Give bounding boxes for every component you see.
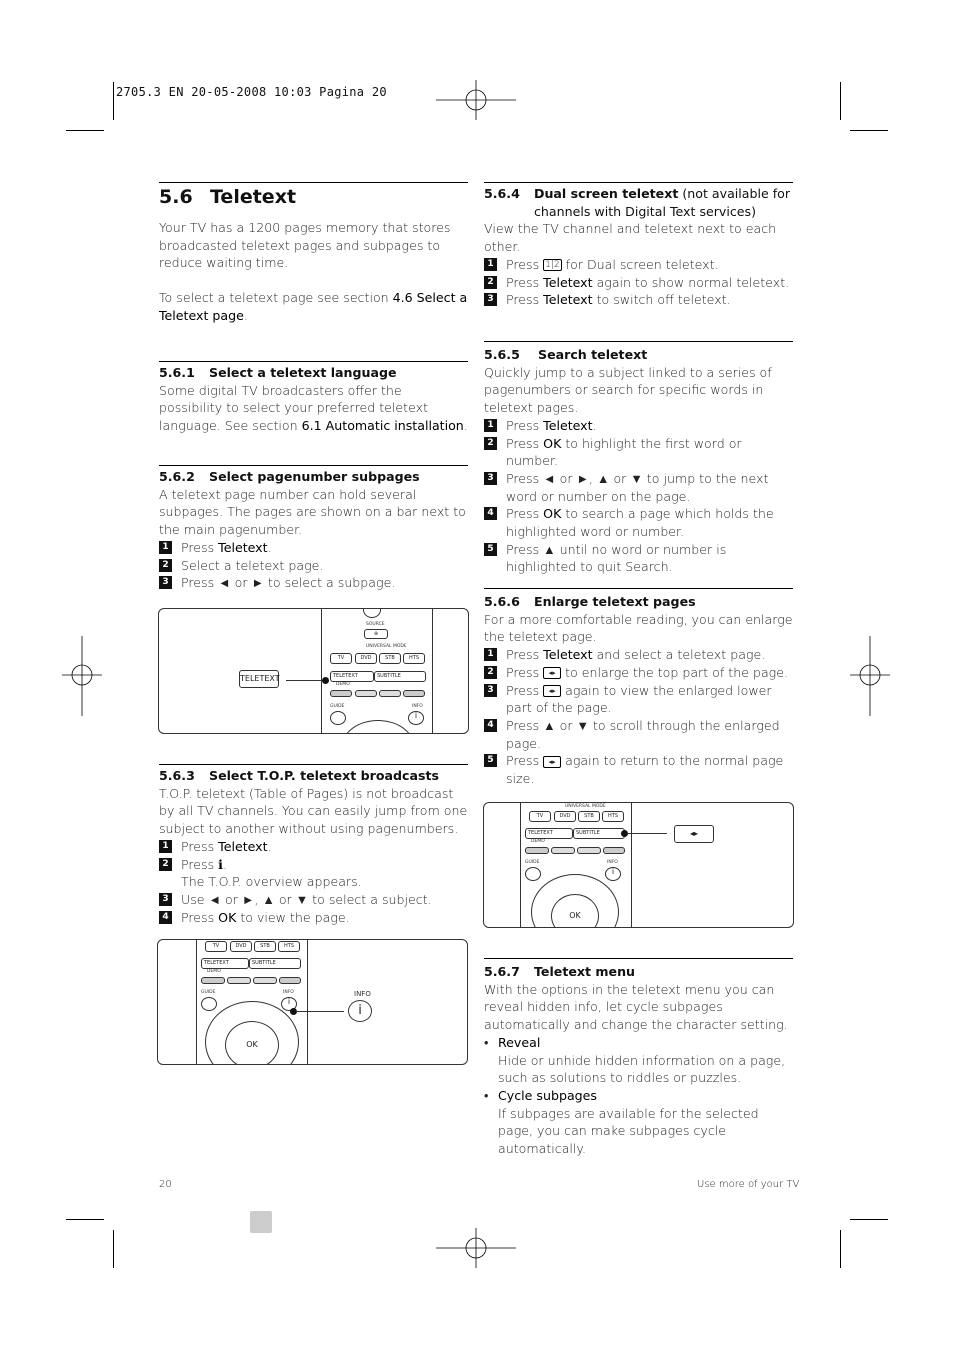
section-body: View the TV channel and teletext next to each other. xyxy=(484,221,777,255)
print-slug: 2705.3 EN 20-05-2008 10:03 Pagina 20 xyxy=(116,85,387,99)
remote-figure-info: TV DVD STB HTS TELETEXT SUBTITLE DEMO GUIDE INFO i OK INFO i xyxy=(157,939,468,1065)
section-5-6-2 xyxy=(159,465,468,592)
step-item: 2 Press Teletext again to show normal teletext. xyxy=(484,274,793,292)
section-body: A teletext page number can hold several subpages. The pages are shown on a bar next to the main pagenumber. xyxy=(159,486,466,538)
step-item: 1 Press 1|2 for Dual screen teletext. xyxy=(484,256,793,274)
blue-button[interactable] xyxy=(603,847,625,854)
step-item: 4 Press OK to view the page. xyxy=(159,909,468,927)
grey-tab-marker xyxy=(250,1211,272,1233)
ok-button[interactable]: OK xyxy=(551,894,599,928)
hts-button[interactable]: HTS xyxy=(602,811,624,822)
step-item: 2 Select a teletext page. xyxy=(159,557,468,575)
step-item: 3 Press ◄ or ► to select a subpage. xyxy=(159,574,468,592)
section-5-6-3 xyxy=(159,764,468,926)
section-rule xyxy=(159,182,468,183)
stb-button[interactable]: STB xyxy=(254,941,276,952)
section-body: T.O.P. teletext (Table of Pages) is not broadcast by all TV channels. You can easily jump from one subject to another without using pagenumbers. xyxy=(159,785,468,837)
dual-screen-icon: 1|2 xyxy=(545,260,560,271)
step-item: 4 Press OK to search a page which holds the highlighted word or number. xyxy=(484,505,793,540)
section-body: With the options in the teletext menu you can reveal hidden info, let cycle subpages automatically and change the character setting. xyxy=(484,981,788,1033)
teletext-button[interactable]: TELETEXT xyxy=(330,671,374,682)
step-item: 5 Press ▲ until no word or number is highlighted to quit Search. xyxy=(484,541,793,576)
red-button[interactable] xyxy=(525,847,549,854)
registration-mark xyxy=(436,1228,516,1268)
enlarge-icon: ◂▸ xyxy=(543,685,561,697)
info-button[interactable]: i xyxy=(605,867,621,881)
section-heading: 5.6.1 Select a teletext language xyxy=(159,365,397,380)
section-body: Some digital TV broadcasters offer the possibility to select your preferred teletext language. See section 6.1 Automatic installation. xyxy=(159,382,468,434)
section-body: Quickly jump to a subject linked to a series of pagenumbers or search for specific words in teletext pages. xyxy=(484,364,772,416)
step-item: 1 Press Teletext and select a teletext page. xyxy=(484,646,793,664)
step-item: 1 Press Teletext. xyxy=(159,838,468,856)
section-body: For a more comfortable reading, you can enlarge the teletext page. xyxy=(484,611,793,645)
page-title: 5.6 Teletext xyxy=(159,186,297,208)
remote-control: SOURCE ⊕ UNIVERSAL MODE TV DVD STB HTS TELETEXT SUBTITLE DEMO GUIDE INFO i xyxy=(321,608,433,734)
teletext-button[interactable]: TELETEXT xyxy=(525,828,573,839)
page-number: 20 xyxy=(159,1179,172,1190)
step-item: 3 Use ◄ or ►, ▲ or ▼ to select a subject. xyxy=(159,891,468,909)
source-button[interactable]: ⊕ xyxy=(364,629,388,639)
remote-control: UNIVERSAL MODE TV DVD STB HTS TELETEXT SUBTITLE DEMO GUIDE INFO i OK xyxy=(520,802,632,928)
section-5-6-5 xyxy=(484,341,793,576)
tv-button[interactable]: TV xyxy=(529,811,551,822)
step-item: 1 Press Teletext. xyxy=(159,539,468,557)
crop-mark xyxy=(66,130,104,131)
hts-button[interactable]: HTS xyxy=(403,653,425,664)
section-heading: 5.6.4 Dual screen teletext (not available for channels with Digital Text services) xyxy=(484,186,791,219)
registration-mark xyxy=(850,636,890,716)
green-button[interactable] xyxy=(551,847,575,854)
step-item: 2 Press ◂▸ to enlarge the top part of the page. xyxy=(484,664,793,682)
enlarge-callout-icon: ◂▸ xyxy=(674,825,714,843)
enlarge-icon: ◂▸ xyxy=(543,667,561,679)
crop-mark xyxy=(840,1230,841,1268)
registration-mark xyxy=(62,636,102,716)
registration-mark xyxy=(436,80,516,120)
section-heading: 5.6.6 Enlarge teletext pages xyxy=(484,594,696,609)
section-heading: 5.6.3 Select T.O.P. teletext broadcasts xyxy=(159,768,439,783)
crop-mark xyxy=(113,1230,114,1268)
remote-control: TV DVD STB HTS TELETEXT SUBTITLE DEMO GUIDE INFO i OK xyxy=(196,939,308,1065)
step-item: 5 Press ◂▸ again to return to the normal page size. xyxy=(484,752,793,787)
guide-button[interactable] xyxy=(201,997,217,1011)
enlarge-icon: ◂▸ xyxy=(543,756,561,768)
section-link[interactable]: 6.1 Automatic installation xyxy=(301,418,464,434)
section-heading: 5.6.2 Select pagenumber subpages xyxy=(159,469,420,484)
info-button[interactable]: i xyxy=(408,711,424,725)
green-button[interactable] xyxy=(355,690,377,697)
teletext-callout: TELETEXT xyxy=(239,670,279,688)
crop-mark xyxy=(840,82,841,120)
intro-paragraph: Your TV has a 1200 pages memory that stores broadcasted teletext pages and subpages to reduce waiting time. xyxy=(159,220,451,271)
remote-figure-enlarge xyxy=(483,802,794,928)
step-item: 1 Press Teletext. xyxy=(484,417,793,435)
info-callout-icon: i xyxy=(348,1000,372,1022)
subtitle-button[interactable]: SUBTITLE xyxy=(249,958,301,969)
yellow-button[interactable] xyxy=(379,690,401,697)
power-button[interactable] xyxy=(363,608,381,618)
dvd-button[interactable]: DVD xyxy=(230,941,252,952)
intro-reference: To select a teletext page see section 4.6 Select a Teletext page. xyxy=(159,290,468,323)
guide-button[interactable] xyxy=(525,867,541,881)
footer-section: Use more of your TV xyxy=(697,1179,800,1190)
step-item: 2 Press ℹ. The T.O.P. overview appears. xyxy=(159,856,468,891)
section-5-6-7 xyxy=(484,958,793,1158)
section-heading: 5.6.5 Search teletext xyxy=(484,347,648,362)
red-button[interactable] xyxy=(201,977,225,984)
step-item: 4 Press ▲ or ▼ to scroll through the enlarged page. xyxy=(484,717,793,752)
crop-mark xyxy=(113,82,114,120)
remote-figure-teletext xyxy=(158,608,469,734)
step-item: 2 Press OK to highlight the first word or number. xyxy=(484,435,793,470)
section-5-6-6 xyxy=(484,588,793,788)
red-button[interactable] xyxy=(330,690,352,697)
crop-mark xyxy=(66,1219,104,1220)
subtitle-button[interactable]: SUBTITLE xyxy=(374,671,426,682)
yellow-button[interactable] xyxy=(577,847,601,854)
step-item: 3 Press ◂▸ again to view the enlarged lower part of the page. xyxy=(484,682,793,717)
stb-button[interactable]: STB xyxy=(578,811,600,822)
dvd-button[interactable]: DVD xyxy=(355,653,377,664)
section-heading: 5.6.7 Teletext menu xyxy=(484,964,636,979)
tv-button[interactable]: TV xyxy=(330,653,352,664)
dvd-button[interactable]: DVD xyxy=(554,811,576,822)
crop-mark xyxy=(850,1219,888,1220)
blue-button[interactable] xyxy=(279,977,301,984)
section-5-6-1 xyxy=(159,361,468,435)
stb-button[interactable]: STB xyxy=(379,653,401,664)
section-link[interactable]: 4.6 Select a Teletext page xyxy=(159,290,468,323)
section-5-6-4 xyxy=(484,182,793,309)
ok-button[interactable]: OK xyxy=(225,1021,279,1065)
step-item: 3 Press ◄ or ►, ▲ or ▼ to jump to the next word or number on the page. xyxy=(484,470,793,505)
blue-button[interactable] xyxy=(403,690,425,697)
info-icon: ℹ xyxy=(218,856,223,872)
tv-button[interactable]: TV xyxy=(205,941,227,952)
crop-mark xyxy=(850,130,888,131)
left-column xyxy=(159,182,468,325)
green-button[interactable] xyxy=(227,977,251,984)
hts-button[interactable]: HTS xyxy=(278,941,300,952)
info-button[interactable]: i xyxy=(281,997,297,1011)
teletext-button[interactable]: TELETEXT xyxy=(201,958,249,969)
list-item: • Reveal Hide or unhide hidden information on a page, such as solutions to riddles or puzzles. xyxy=(484,1034,786,1086)
step-item: 3 Press Teletext to switch off teletext. xyxy=(484,291,793,309)
navigation-ring[interactable] xyxy=(342,720,414,734)
subtitle-button[interactable]: SUBTITLE xyxy=(573,828,625,839)
list-item: • Cycle subpages If subpages are available for the selected page, you can make subpages cycle automatically. xyxy=(484,1087,759,1157)
guide-button[interactable] xyxy=(330,711,346,725)
yellow-button[interactable] xyxy=(253,977,277,984)
